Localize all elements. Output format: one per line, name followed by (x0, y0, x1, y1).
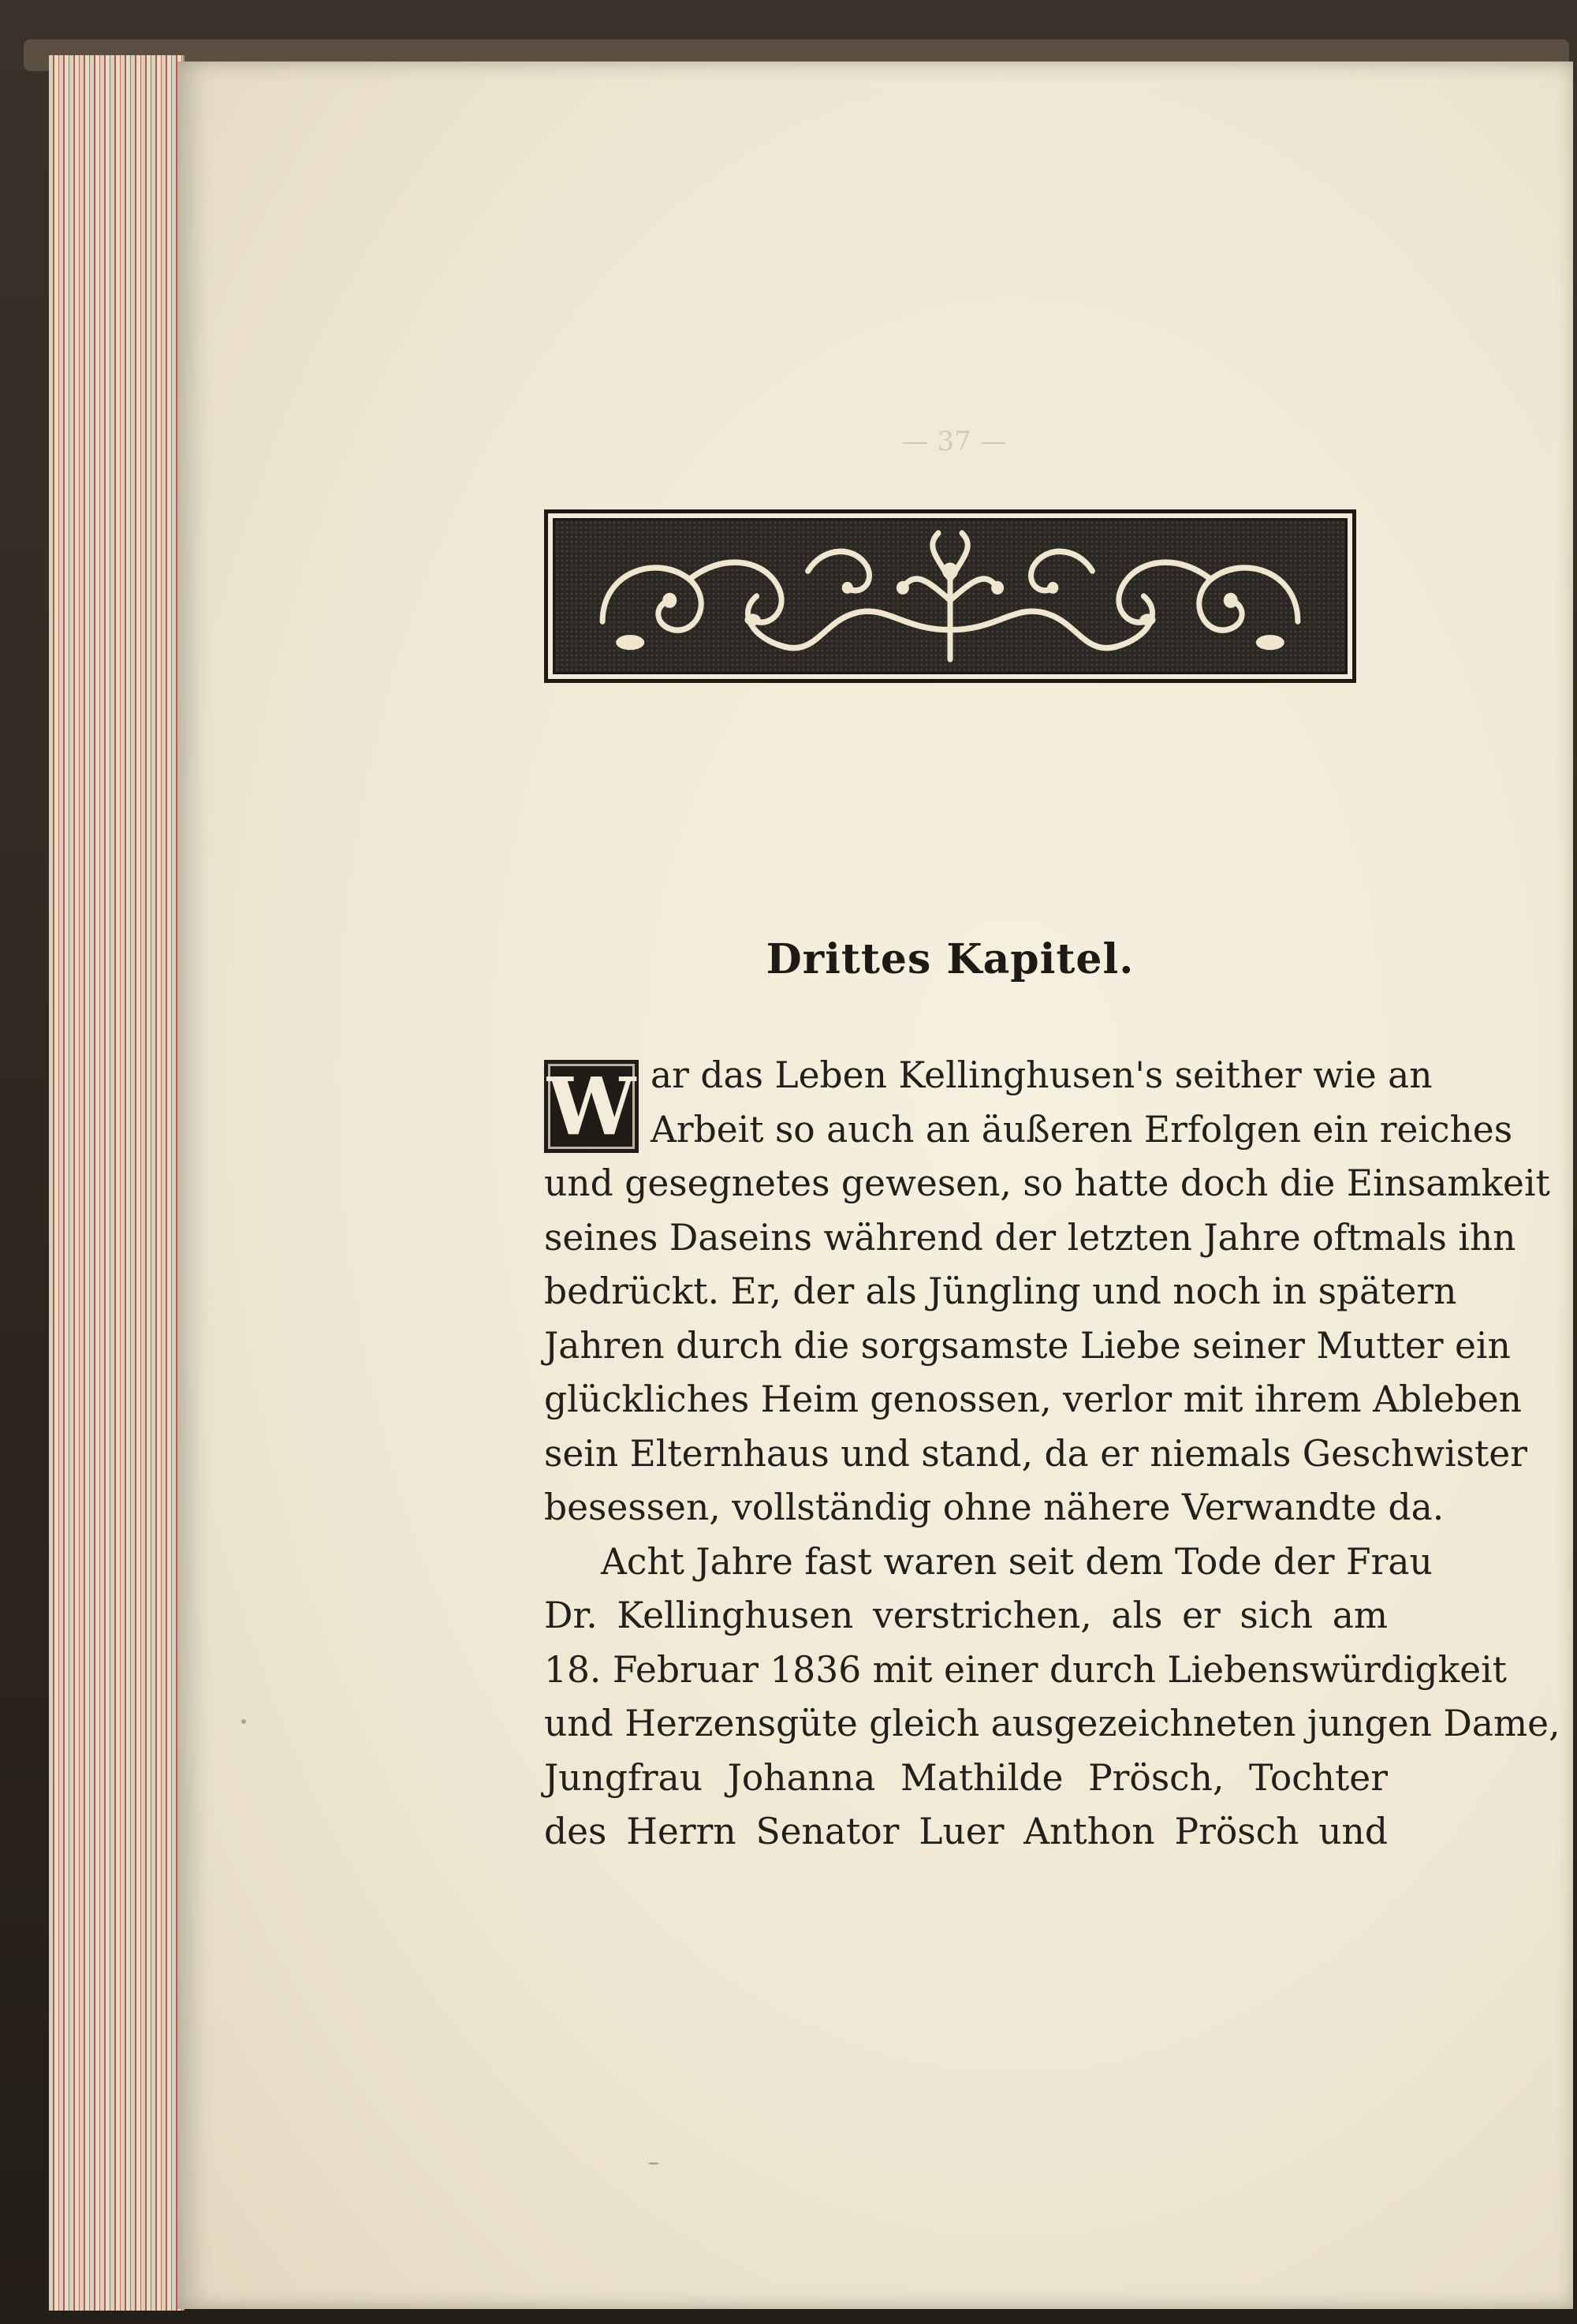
text-line: glückliches Heim genossen, verlor mit ihrem Ableben (544, 1378, 1522, 1420)
text-line: Acht Jahre fast waren seit dem Tode der Frau (601, 1540, 1433, 1583)
text-line: Jahren durch die sorgsamste Liebe seiner Mutter ein (544, 1324, 1511, 1367)
text-line: 18. Februar 1836 mit einer durch Liebenswürdigkeit (544, 1648, 1507, 1691)
text-line: Dr. Kellinghusen verstrichen, als er sich am (544, 1595, 1388, 1636)
text-line: ar das Leben Kellinghusen's seither wie an (651, 1054, 1433, 1096)
paper-speck (648, 2162, 659, 2165)
text-line: sein Elternhaus und stand, da er niemals Geschwister (544, 1432, 1527, 1475)
text-line: und Herzensgüte gleich ausgezeichneten jungen Dame, (544, 1703, 1560, 1744)
drop-cap-initial: W (544, 1060, 639, 1153)
decorative-headpiece (544, 509, 1356, 683)
text-line: seines Daseins während der letzten Jahre oftmals ihn (544, 1216, 1516, 1259)
text-line: besessen, vollständig ohne nähere Verwandte da. (544, 1487, 1445, 1528)
floral-scroll-icon (555, 520, 1345, 672)
text-line: bedrückt. Er, der als Jüngling und noch in spätern (544, 1270, 1457, 1312)
body-text (544, 1049, 1560, 1860)
text-line: des Herrn Senator Luer Anthon Prösch und (544, 1811, 1388, 1852)
chapter-title: Drittes Kapitel. (766, 935, 1135, 983)
ghost-page-number: — 37 — (901, 426, 1007, 457)
text-line: Jungfrau Johanna Mathilde Prösch, Tochter (544, 1756, 1388, 1799)
text-line: und gesegnetes gewesen, so hatte doch die Einsamkeit (544, 1162, 1550, 1204)
text-line: Arbeit so auch an äußeren Erfolgen ein reiches (651, 1108, 1513, 1151)
paper-speck (241, 1719, 246, 1724)
headpiece-panel (553, 518, 1348, 674)
page-edges (49, 55, 185, 2311)
